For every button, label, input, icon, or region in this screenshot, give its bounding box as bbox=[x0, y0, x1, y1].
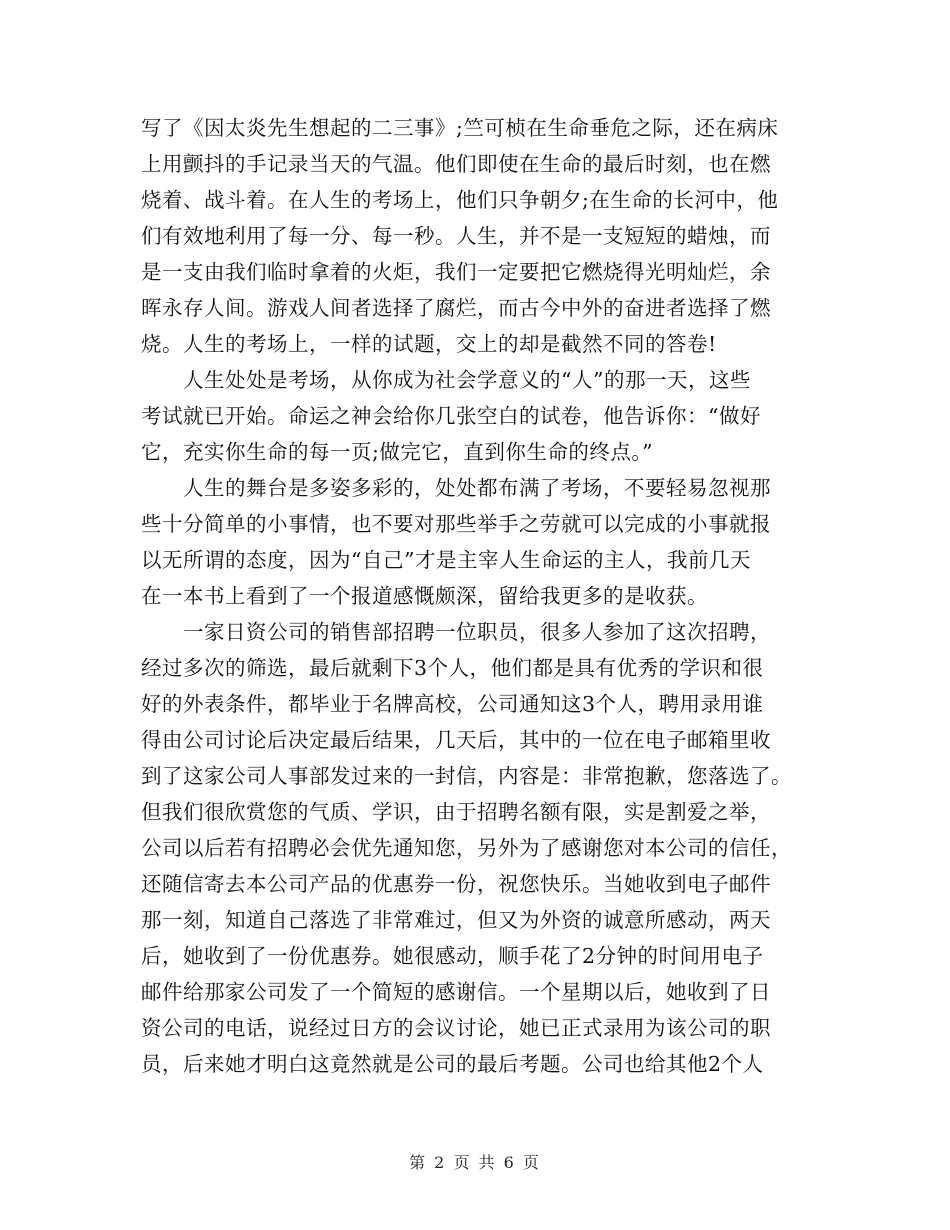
text-line: 考试就已开始。命运之神会给你几张空白的试卷，他告诉你：“做好 bbox=[141, 404, 761, 428]
text-line: 邮件给那家公司发了一个简短的感谢信。一个星期以后，她收到了日 bbox=[141, 980, 771, 1004]
text-line: 以无所谓的态度，因为“自己”才是主宰人生命运的主人，我前几天 bbox=[141, 548, 751, 572]
text-line: 烧着、战斗着。在人生的考场上，他们只争朝夕;在生命的长河中，他 bbox=[141, 188, 779, 212]
text-line: 员，后来她才明白这竟然就是公司的最后考题。公司也给其他2个人 bbox=[141, 1052, 764, 1076]
text-line: 们有效地利用了每一分、每一秒。人生，并不是一支短短的蜡烛，而 bbox=[141, 224, 771, 248]
text-line: 经过多次的筛选，最后就剩下3个人，他们都是具有优秀的学识和很 bbox=[141, 656, 764, 680]
text-line: 但我们很欣赏您的气质、学识，由于招聘名额有限，实是割爱之举， bbox=[141, 800, 771, 824]
text-line: 好的外表条件，都毕业于名牌高校，公司通知这3个人，聘用录用谁 bbox=[141, 692, 764, 716]
text-line: 它，充实你生命的每一页;做完它，直到你生命的终点。” bbox=[141, 440, 654, 464]
text-line: 后，她收到了一份优惠券。她很感动，顺手花了2分钟的时间用电子 bbox=[141, 944, 764, 968]
text-line: 一家日资公司的销售部招聘一位职员，很多人参加了这次招聘， bbox=[141, 620, 771, 644]
text-line: 写了《因太炎先生想起的二三事》;竺可桢在生命垂危之际，还在病床 bbox=[141, 116, 779, 140]
text-line: 在一本书上看到了一个报道感慨颇深，留给我更多的是收获。 bbox=[141, 584, 708, 608]
text-line: 还随信寄去本公司产品的优惠券一份，祝您快乐。当她收到电子邮件 bbox=[141, 872, 771, 896]
text-line: 晖永存人间。游戏人间者选择了腐烂，而古今中外的奋进者选择了燃 bbox=[141, 296, 771, 320]
text-line: 到了这家公司人事部发过来的一封信，内容是：非常抱歉，您落选了。 bbox=[141, 764, 792, 788]
text-line: 些十分简单的小事情，也不要对那些举手之劳就可以完成的小事就报 bbox=[141, 512, 771, 536]
text-line: 人生的舞台是多姿多彩的，处处都布满了考场，不要轻易忽视那 bbox=[141, 476, 771, 500]
text-line: 烧。人生的考场上，一样的试题，交上的却是截然不同的答卷! bbox=[141, 332, 717, 356]
text-line: 得由公司讨论后决定最后结果，几天后，其中的一位在电子邮箱里收 bbox=[141, 728, 771, 752]
text-line: 那一刻，知道自己落选了非常难过，但又为外资的诚意所感动，两天 bbox=[141, 908, 771, 932]
text-line: 资公司的电话，说经过日方的会议讨论，她已正式录用为该公司的职 bbox=[141, 1016, 771, 1040]
text-line: 公司以后若有招聘必会优先通知您，另外为了感谢您对本公司的信任， bbox=[141, 836, 792, 860]
text-line: 上用颤抖的手记录当天的气温。他们即使在生命的最后时刻，也在燃 bbox=[141, 152, 771, 176]
text-line: 是一支由我们临时拿着的火炬，我们一定要把它燃烧得光明灿烂，余 bbox=[141, 260, 771, 284]
text-line: 人生处处是考场，从你成为社会学意义的“人”的那一天，这些 bbox=[141, 368, 751, 392]
body-text bbox=[141, 110, 811, 1082]
page-number-footer: 第 2 页 共 6 页 bbox=[409, 1153, 541, 1172]
